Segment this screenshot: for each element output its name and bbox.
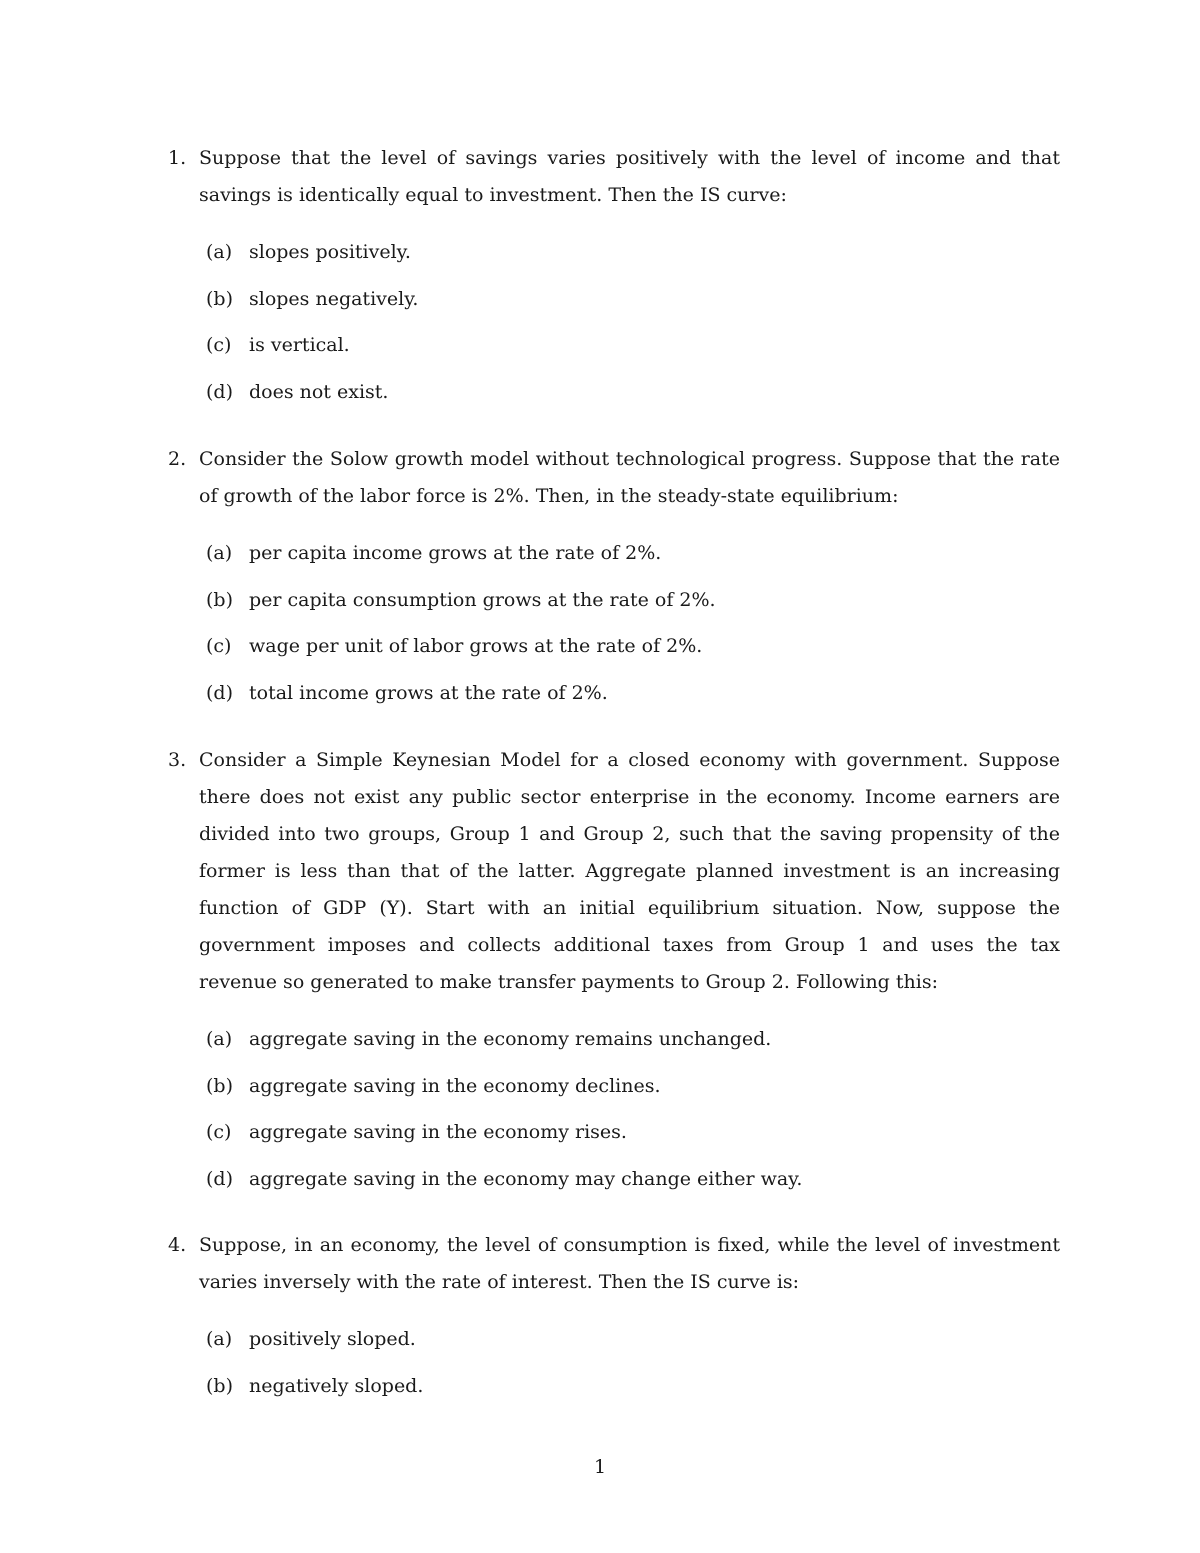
option-b — [168, 281, 1060, 328]
option-label: (b) — [206, 1374, 233, 1397]
option-text: per capita consumption grows at the rate of 2%. — [249, 588, 716, 611]
option-text: aggregate saving in the economy may change either way. — [249, 1167, 803, 1190]
question-1 — [168, 140, 1060, 420]
option-a — [168, 1021, 1060, 1068]
option-label: (a) — [206, 1028, 233, 1050]
option-text: negatively sloped. — [249, 1374, 424, 1397]
question-text: Suppose that the level of savings varies positively with the level of income and that savings is identically equal to investment. Then the IS curve: — [199, 147, 1060, 206]
question-number: 1. — [168, 147, 187, 169]
question-text: Suppose, in an economy, the level of consumption is fixed, while the level of investment varies inversely with the rate of interest. Then the IS curve is: — [199, 1234, 1060, 1293]
option-c — [168, 1114, 1060, 1161]
option-label: (c) — [206, 1121, 232, 1143]
option-a — [168, 234, 1060, 281]
question-number: 4. — [168, 1234, 187, 1256]
option-text: per capita income grows at the rate of 2%. — [249, 542, 662, 564]
option-label: (b) — [206, 287, 233, 310]
option-text: aggregate saving in the economy remains unchanged. — [249, 1028, 772, 1050]
option-d — [168, 675, 1060, 722]
question-text: Consider the Solow growth model without technological progress. Suppose that the rate of growth of the labor force is 2%. Then, in the steady-state equilibrium: — [199, 448, 1060, 507]
question-number: 3. — [168, 749, 187, 771]
option-label: (c) — [206, 334, 232, 356]
option-text: is vertical. — [249, 334, 350, 356]
option-label: (b) — [206, 588, 233, 611]
question-number: 2. — [168, 448, 187, 470]
option-list — [168, 535, 1060, 721]
option-c — [168, 327, 1060, 374]
option-list — [168, 1321, 1060, 1414]
option-list — [168, 234, 1060, 420]
option-b — [168, 1068, 1060, 1115]
option-label: (a) — [206, 542, 233, 564]
option-label: (c) — [206, 635, 232, 657]
option-text: total income grows at the rate of 2%. — [249, 681, 608, 704]
option-label: (d) — [206, 380, 233, 403]
page-number: 1 — [593, 1456, 607, 1478]
option-text: aggregate saving in the economy declines. — [249, 1074, 661, 1097]
option-label: (b) — [206, 1074, 233, 1097]
option-a — [168, 1321, 1060, 1368]
question-4 — [168, 1227, 1060, 1414]
option-d — [168, 1161, 1060, 1208]
option-label: (a) — [206, 241, 233, 263]
option-label: (a) — [206, 1328, 233, 1350]
question-text: Consider a Simple Keynesian Model for a closed economy with government. Suppose there does not exist any public sector enterprise in the economy. Income earners are divided into two groups, Group 1 and Group 2, such that the saving propensity of the former is less than that of the latter. Aggregate planned investment is an increasing function of GDP (Y). Start with an initial equilibrium situation. Now, suppose the government imposes and collects additional taxes from Group 1 and uses the tax revenue so generated to make transfer payments to Group 2. Following this: — [199, 749, 1060, 993]
option-a — [168, 535, 1060, 582]
option-text: slopes positively. — [249, 241, 411, 263]
option-text: positively sloped. — [249, 1328, 416, 1350]
option-label: (d) — [206, 681, 233, 704]
option-text: aggregate saving in the economy rises. — [249, 1121, 627, 1143]
option-text: wage per unit of labor grows at the rate of 2%. — [249, 635, 703, 657]
option-text: slopes negatively. — [249, 287, 419, 310]
option-d — [168, 374, 1060, 421]
option-list — [168, 1021, 1060, 1207]
option-text: does not exist. — [249, 380, 389, 403]
option-b — [168, 1368, 1060, 1415]
option-c — [168, 628, 1060, 675]
question-2 — [168, 441, 1060, 721]
option-b — [168, 582, 1060, 629]
question-3 — [168, 742, 1060, 1207]
option-label: (d) — [206, 1167, 233, 1190]
